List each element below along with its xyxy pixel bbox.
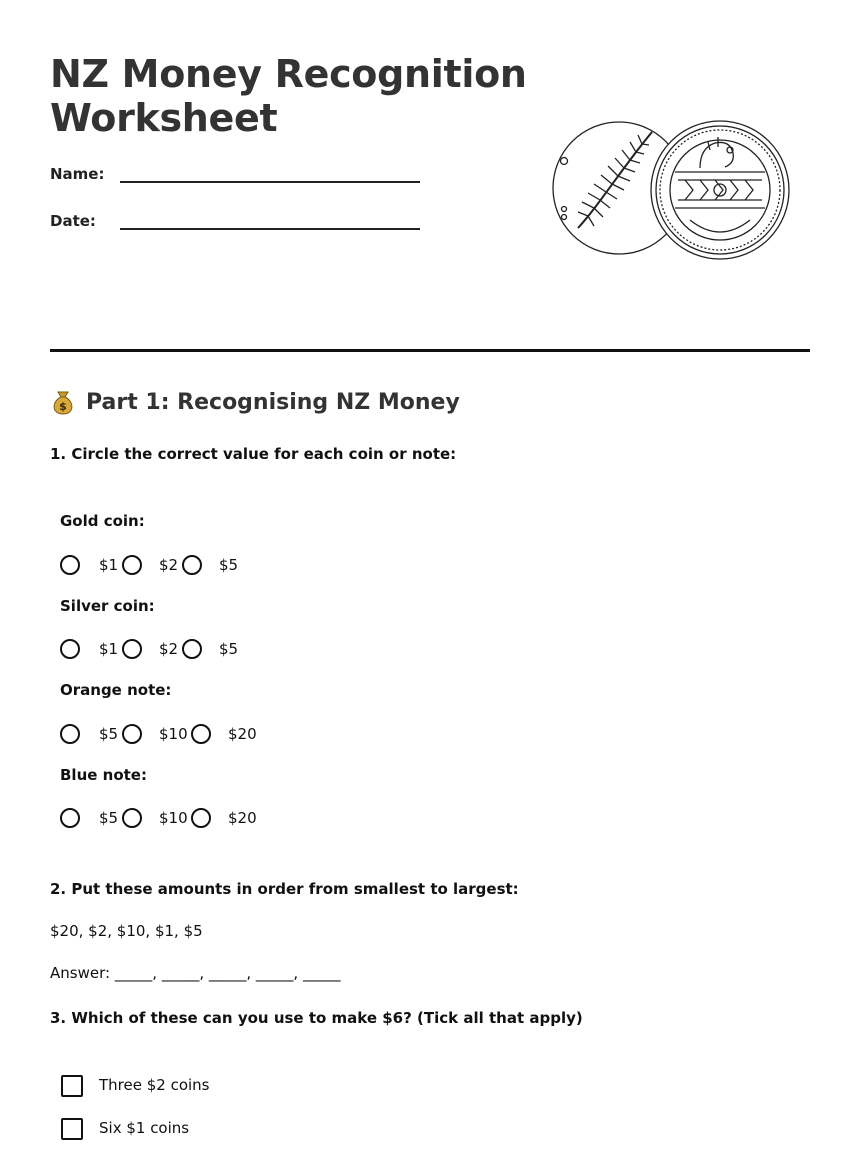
option-label: $1 bbox=[99, 556, 119, 574]
radio-option[interactable] bbox=[122, 808, 142, 828]
radio-option[interactable] bbox=[182, 555, 202, 575]
radio-option[interactable] bbox=[122, 639, 142, 659]
option-label: $20 bbox=[228, 809, 257, 827]
radio-option[interactable] bbox=[122, 724, 142, 744]
option-label: $20 bbox=[228, 725, 257, 743]
option-label: $1 bbox=[99, 640, 119, 658]
radio-option[interactable] bbox=[182, 639, 202, 659]
radio-option[interactable] bbox=[60, 808, 80, 828]
money-bag-icon bbox=[50, 388, 76, 416]
orange-note-label: Orange note: bbox=[60, 681, 172, 699]
radio-option[interactable] bbox=[60, 555, 80, 575]
name-field[interactable] bbox=[50, 165, 420, 183]
blue-note-label: Blue note: bbox=[60, 766, 147, 784]
radio-option[interactable] bbox=[122, 555, 142, 575]
amounts-list: $20, $2, $10, $1, $5 bbox=[50, 922, 203, 940]
option-label: $5 bbox=[99, 809, 119, 827]
radio-option[interactable] bbox=[60, 724, 80, 744]
option-label: $5 bbox=[219, 640, 239, 658]
option-label: $2 bbox=[159, 556, 179, 574]
option-label: $5 bbox=[99, 725, 119, 743]
svg-text:$: $ bbox=[59, 400, 67, 413]
name-line[interactable] bbox=[120, 167, 420, 183]
date-label: Date: bbox=[50, 212, 96, 230]
checkbox-three-2-coins[interactable] bbox=[61, 1075, 83, 1097]
gold-coin-label: Gold coin: bbox=[60, 512, 145, 530]
title-line-2: Worksheet bbox=[50, 96, 278, 140]
checkbox-label: Six $1 coins bbox=[99, 1119, 190, 1137]
question-1-prompt: 1. Circle the correct value for each coin or note: bbox=[50, 445, 457, 463]
section-heading bbox=[50, 388, 460, 416]
date-line[interactable] bbox=[120, 214, 420, 230]
question-3-prompt: 3. Which of these can you use to make $6? (Tick all that apply) bbox=[50, 1009, 583, 1027]
name-label: Name: bbox=[50, 165, 105, 183]
option-label: $2 bbox=[159, 640, 179, 658]
date-field[interactable] bbox=[50, 212, 420, 230]
nz-coins-illustration bbox=[550, 120, 795, 260]
title-line-1: NZ Money Recognition bbox=[50, 52, 527, 96]
radio-option[interactable] bbox=[60, 639, 80, 659]
option-label: $5 bbox=[219, 556, 239, 574]
option-label: $10 bbox=[159, 809, 188, 827]
page-title bbox=[50, 52, 530, 140]
section-heading-text: Part 1: Recognising NZ Money bbox=[86, 389, 460, 415]
radio-option[interactable] bbox=[191, 808, 211, 828]
question-2-prompt: 2. Put these amounts in order from smallest to largest: bbox=[50, 880, 519, 898]
option-label: $10 bbox=[159, 725, 188, 743]
checkbox-six-1-coins[interactable] bbox=[61, 1118, 83, 1140]
checkbox-label: Three $2 coins bbox=[99, 1076, 210, 1094]
silver-coin-label: Silver coin: bbox=[60, 597, 155, 615]
kiwi-coin bbox=[651, 121, 789, 259]
answer-line[interactable]: Answer: _____, _____, _____, _____, _____ bbox=[50, 964, 341, 982]
radio-option[interactable] bbox=[191, 724, 211, 744]
section-divider bbox=[50, 349, 810, 352]
